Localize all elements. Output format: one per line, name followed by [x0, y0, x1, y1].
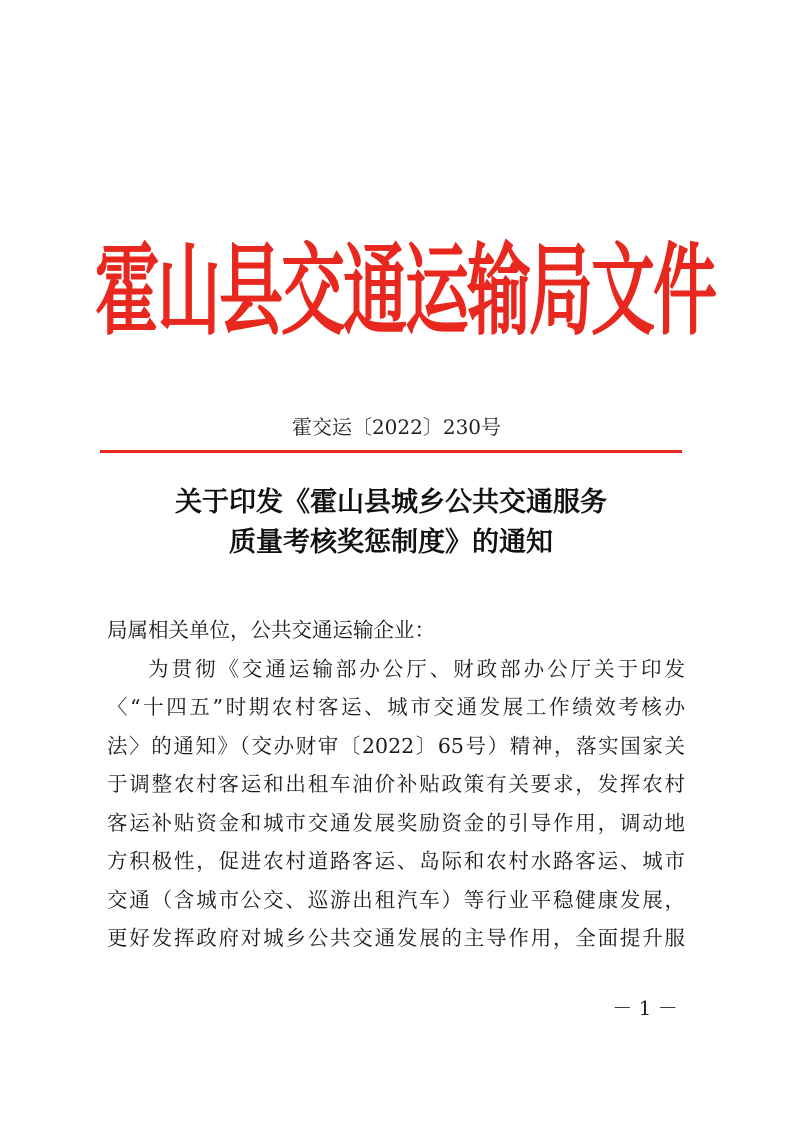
paragraph-line: 交通（含城市公交、巡游出租汽车）等行业平稳健康发展，: [107, 887, 685, 912]
paragraph-line: 于调整农村客运和出租车油价补贴政策有关要求，发挥农村: [107, 772, 685, 796]
paragraph-line: 方积极性，促进农村道路客运、岛际和农村水路客运、城市: [107, 849, 685, 873]
paragraph-line: 更好发挥政府对城乡公共交通发展的主导作用，全面提升服: [107, 926, 685, 950]
red-divider-line: [100, 450, 682, 453]
notice-title-line-2: 质量考核奖惩制度》的通知: [229, 527, 553, 558]
document-number: 霍交运〔2022〕230号: [291, 415, 502, 439]
paragraph-line: 为贯彻《交通运输部办公厅、财政部办公厅关于印发: [148, 656, 685, 681]
salutation: 局属相关单位，公共交通运输企业：: [107, 618, 435, 642]
page-number: － 1 －: [612, 996, 678, 1020]
document-header-title: 霍山县交通运输局文件: [95, 235, 715, 350]
body-text: [107, 611, 685, 958]
notice-title: [100, 483, 682, 563]
paragraph-line: 法〉的通知》（交办财审〔2022〕65号）精神，落实国家关: [107, 733, 685, 758]
paragraph-line: 〈“十四五”时期农村客运、城市交通发展工作绩效考核办: [107, 695, 685, 719]
paragraph-line: 客运补贴资金和城市交通发展奖励资金的引导作用，调动地: [107, 810, 685, 835]
notice-title-line-1: 关于印发《霍山县城乡公共交通服务: [175, 487, 607, 518]
